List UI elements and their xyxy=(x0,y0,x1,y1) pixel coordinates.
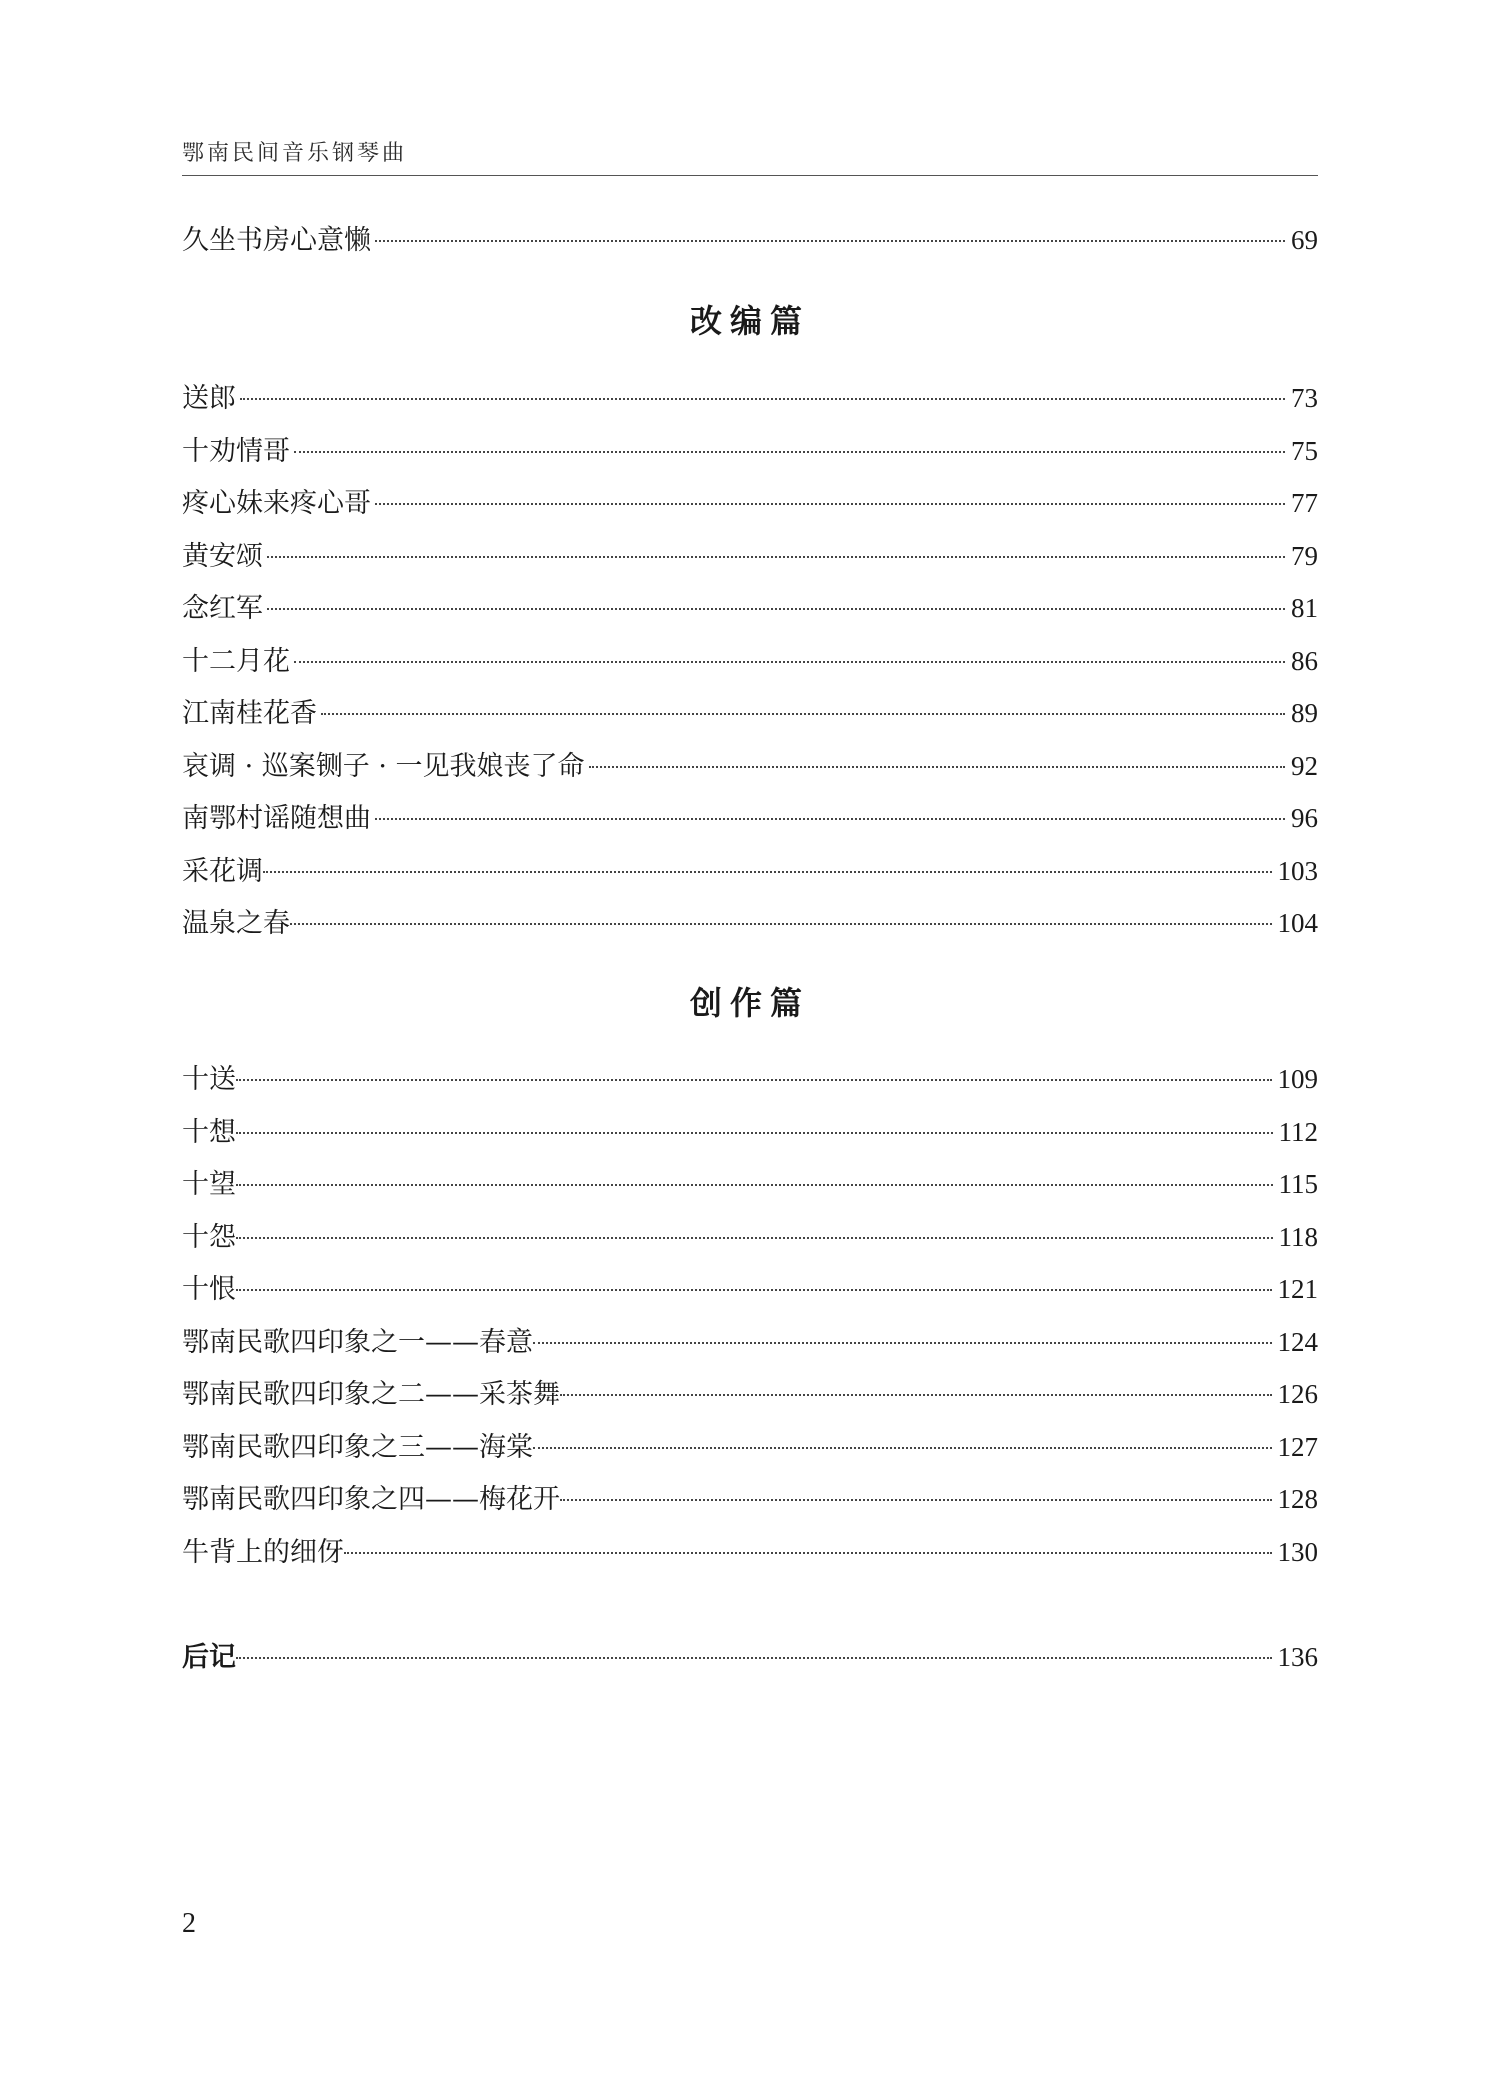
running-header: 鄂南民间音乐钢琴曲 xyxy=(182,141,408,166)
dot-leader xyxy=(321,713,1285,715)
toc-entry[interactable] xyxy=(182,1320,1318,1360)
dot-leader xyxy=(236,1132,1273,1134)
dot-leader xyxy=(236,1184,1273,1186)
toc-entry-title: 鄂南民歌四印象之二——采茶舞 xyxy=(182,1379,560,1410)
toc-entry-page: 115 xyxy=(1278,1169,1318,1199)
toc-entry-title: 十怨 xyxy=(182,1222,236,1253)
toc-entry[interactable] xyxy=(182,796,1318,836)
toc-entry-title: 黄安颂 xyxy=(182,541,263,572)
toc-entry-title: 鄂南民歌四印象之四——梅花开 xyxy=(182,1484,560,1515)
toc-entry-title: 牛背上的细伢 xyxy=(182,1537,344,1568)
toc-entry[interactable] xyxy=(182,586,1318,626)
toc-entry[interactable] xyxy=(182,1267,1318,1307)
dot-leader xyxy=(344,1552,1272,1554)
toc-entry-page: 130 xyxy=(1277,1537,1318,1567)
toc-entry[interactable] xyxy=(182,1162,1318,1202)
toc-entry-page: 75 xyxy=(1291,436,1318,466)
toc-entry[interactable] xyxy=(182,376,1318,416)
toc-entry-page: 126 xyxy=(1277,1379,1318,1409)
dot-leader xyxy=(560,1394,1272,1396)
toc-entry-title: 后记 xyxy=(182,1642,236,1673)
dot-leader xyxy=(236,1237,1273,1239)
toc-entry[interactable] xyxy=(182,1057,1318,1097)
toc-entry[interactable] xyxy=(182,481,1318,521)
toc-entry-page: 136 xyxy=(1277,1642,1318,1672)
dot-leader xyxy=(589,766,1286,768)
toc-entry-title: 哀调 · 巡案铡子 · 一见我娘丧了命 xyxy=(182,751,585,782)
toc-entry-title: 十望 xyxy=(182,1169,236,1200)
toc-entry-title: 念红军 xyxy=(182,593,263,624)
toc-entry-title: 疼心妹来疼心哥 xyxy=(182,488,371,519)
dot-leader xyxy=(240,398,1285,400)
toc-entry-page: 79 xyxy=(1291,541,1318,571)
toc-entry-page: 124 xyxy=(1277,1327,1318,1357)
toc-entry[interactable] xyxy=(182,639,1318,679)
toc-entry-afterword[interactable] xyxy=(182,1635,1318,1675)
toc-entry-page: 86 xyxy=(1291,646,1318,676)
dot-leader xyxy=(375,240,1285,242)
dot-leader xyxy=(236,1289,1272,1291)
toc-entry[interactable] xyxy=(182,901,1318,941)
page-number: 2 xyxy=(182,1908,196,1939)
dot-leader xyxy=(294,451,1285,453)
toc-entry[interactable] xyxy=(182,429,1318,469)
toc-entry[interactable] xyxy=(182,1530,1318,1570)
dot-leader xyxy=(290,923,1272,925)
toc-entry-page: 103 xyxy=(1277,856,1318,886)
toc-entry-page: 128 xyxy=(1277,1484,1318,1514)
toc-entry-page: 127 xyxy=(1277,1432,1318,1462)
toc-entry-title: 南鄂村谣随想曲 xyxy=(182,803,371,834)
toc-entry-page: 109 xyxy=(1277,1064,1318,1094)
toc-entry-page: 112 xyxy=(1278,1117,1318,1147)
toc-entry[interactable] xyxy=(182,1477,1318,1517)
toc-entry[interactable] xyxy=(182,691,1318,731)
toc-entry[interactable] xyxy=(182,744,1318,784)
toc-entry[interactable] xyxy=(182,849,1318,889)
toc-entry-page: 118 xyxy=(1278,1222,1318,1252)
toc-entry-page: 121 xyxy=(1277,1274,1318,1304)
dot-leader xyxy=(375,503,1285,505)
dot-leader xyxy=(267,556,1285,558)
toc-entry-page: 81 xyxy=(1291,593,1318,623)
toc-entry[interactable] xyxy=(182,1215,1318,1255)
toc-entry-page: 73 xyxy=(1291,383,1318,413)
dot-leader xyxy=(263,871,1272,873)
toc-entry-page: 96 xyxy=(1291,803,1318,833)
dot-leader xyxy=(375,818,1285,820)
dot-leader xyxy=(533,1342,1272,1344)
toc-entry-title: 久坐书房心意懒 xyxy=(182,225,371,256)
toc-entry[interactable] xyxy=(182,1372,1318,1412)
dot-leader xyxy=(267,608,1285,610)
dot-leader xyxy=(560,1499,1272,1501)
toc-entry-title: 十二月花 xyxy=(182,646,290,677)
toc-entry[interactable] xyxy=(182,1425,1318,1465)
toc-entry-title: 鄂南民歌四印象之一——春意 xyxy=(182,1327,533,1358)
section-heading-compositions: 创作篇 xyxy=(689,984,810,1022)
dot-leader xyxy=(236,1657,1272,1659)
toc-entry-title: 十恨 xyxy=(182,1274,236,1305)
toc-entry-title: 江南桂花香 xyxy=(182,698,317,729)
toc-entry-title: 采花调 xyxy=(182,856,263,887)
toc-entry-page: 69 xyxy=(1291,225,1318,255)
toc-entry-title: 十送 xyxy=(182,1064,236,1095)
dot-leader xyxy=(294,661,1285,663)
toc-entry-title: 送郎 xyxy=(182,383,236,414)
dot-leader xyxy=(533,1447,1272,1449)
toc-entry-page: 77 xyxy=(1291,488,1318,518)
toc-entry[interactable] xyxy=(182,1110,1318,1150)
header-rule xyxy=(182,175,1318,176)
toc-entry-title: 鄂南民歌四印象之三——海棠 xyxy=(182,1432,533,1463)
toc-entry-page: 104 xyxy=(1277,908,1318,938)
toc-entry-page: 89 xyxy=(1291,698,1318,728)
toc-entry-title: 温泉之春 xyxy=(182,908,290,939)
toc-entry-title: 十想 xyxy=(182,1117,236,1148)
toc-entry[interactable] xyxy=(182,218,1318,258)
toc-entry-title: 十劝情哥 xyxy=(182,436,290,467)
dot-leader xyxy=(236,1079,1272,1081)
section-heading-adaptations: 改编篇 xyxy=(689,302,810,340)
toc-entry-page: 92 xyxy=(1291,751,1318,781)
toc-entry[interactable] xyxy=(182,534,1318,574)
